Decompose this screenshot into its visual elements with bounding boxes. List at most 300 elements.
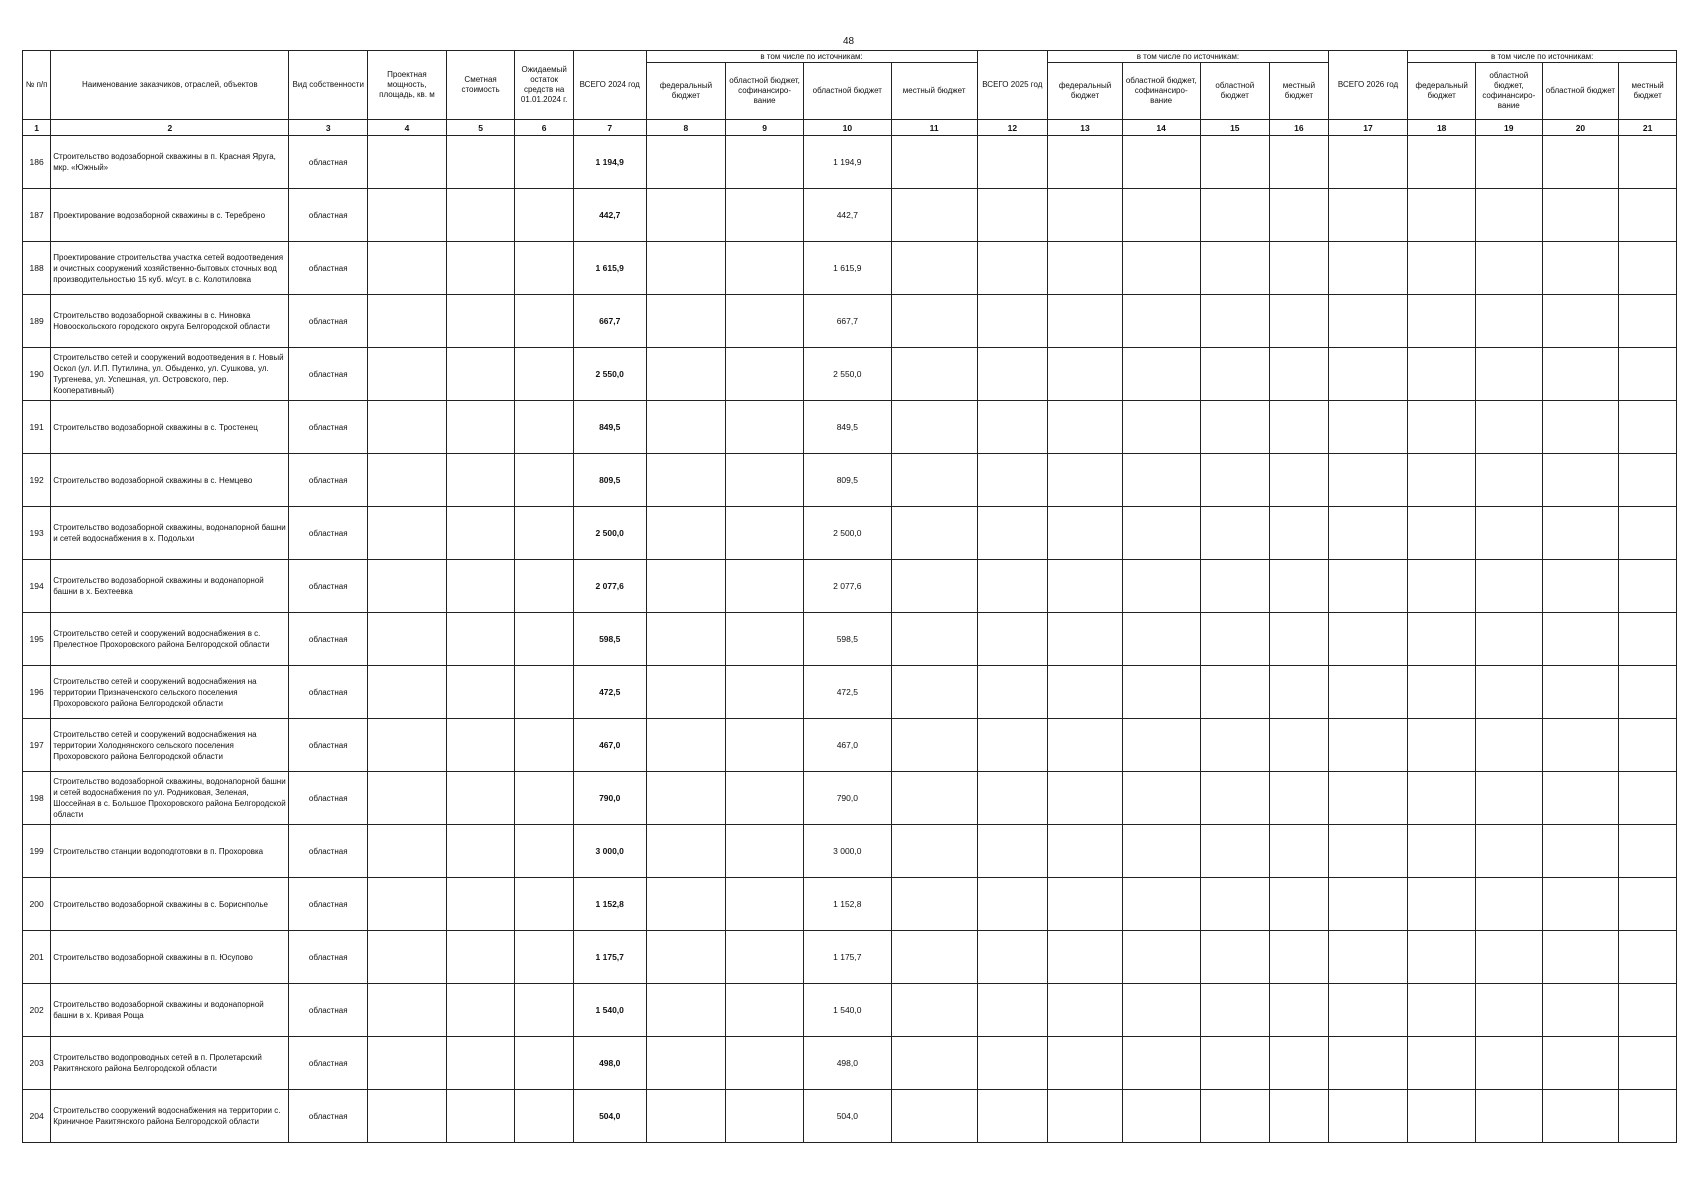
object-name: Строительство станции водоподготовки в п. Прохоровка bbox=[51, 825, 289, 878]
header-regional-2024: областной бюджет bbox=[803, 63, 891, 120]
local-2026 bbox=[1619, 242, 1677, 295]
federal-2025 bbox=[1048, 1037, 1123, 1090]
local-2025 bbox=[1270, 984, 1329, 1037]
federal-2025 bbox=[1048, 348, 1123, 401]
regional-2024: 2 077,6 bbox=[803, 560, 891, 613]
total-2024: 3 000,0 bbox=[573, 825, 646, 878]
remainder-cell bbox=[515, 613, 574, 666]
estimate-cell bbox=[446, 507, 515, 560]
capacity-cell bbox=[368, 666, 447, 719]
regional-cofin-2024 bbox=[726, 878, 804, 931]
estimate-cell bbox=[446, 348, 515, 401]
capacity-cell bbox=[368, 189, 447, 242]
column-number: 16 bbox=[1270, 120, 1329, 136]
total-2025 bbox=[977, 931, 1048, 984]
header-name: Наименование заказчиков, отраслей, объектов bbox=[51, 51, 289, 120]
regional-cofin-2026 bbox=[1475, 772, 1542, 825]
total-2026 bbox=[1328, 931, 1408, 984]
regional-cofin-2025 bbox=[1122, 507, 1200, 560]
total-2026 bbox=[1328, 454, 1408, 507]
ownership-type: областная bbox=[289, 825, 368, 878]
regional-2025 bbox=[1200, 136, 1270, 189]
ownership-type: областная bbox=[289, 136, 368, 189]
regional-2024: 498,0 bbox=[803, 1037, 891, 1090]
remainder-cell bbox=[515, 1037, 574, 1090]
local-2026 bbox=[1619, 1037, 1677, 1090]
row-number: 192 bbox=[23, 454, 51, 507]
regional-cofin-2025 bbox=[1122, 1037, 1200, 1090]
remainder-cell bbox=[515, 931, 574, 984]
regional-cofin-2026 bbox=[1475, 136, 1542, 189]
regional-cofin-2026 bbox=[1475, 454, 1542, 507]
local-2024 bbox=[891, 613, 977, 666]
row-number: 200 bbox=[23, 878, 51, 931]
regional-2026 bbox=[1542, 772, 1619, 825]
capacity-cell bbox=[368, 242, 447, 295]
total-2024: 2 550,0 bbox=[573, 348, 646, 401]
federal-2024 bbox=[646, 1037, 726, 1090]
estimate-cell bbox=[446, 189, 515, 242]
table-row bbox=[23, 189, 1677, 242]
header-ownership: Вид собственности bbox=[289, 51, 368, 120]
total-2026 bbox=[1328, 666, 1408, 719]
object-name: Строительство водозаборной скважины в п. Красная Яруга, мкр. «Южный» bbox=[51, 136, 289, 189]
federal-2026 bbox=[1408, 454, 1476, 507]
estimate-cell bbox=[446, 1037, 515, 1090]
row-number: 191 bbox=[23, 401, 51, 454]
regional-2025 bbox=[1200, 1090, 1270, 1143]
regional-cofin-2024 bbox=[726, 931, 804, 984]
header-local-2025: местный бюджет bbox=[1270, 63, 1329, 120]
local-2024 bbox=[891, 295, 977, 348]
regional-cofin-2024 bbox=[726, 401, 804, 454]
federal-2026 bbox=[1408, 136, 1476, 189]
federal-2026 bbox=[1408, 348, 1476, 401]
header-regional-2025: областной бюджет bbox=[1200, 63, 1270, 120]
header-local-2024: местный бюджет bbox=[891, 63, 977, 120]
total-2026 bbox=[1328, 1090, 1408, 1143]
regional-cofin-2026 bbox=[1475, 931, 1542, 984]
object-name: Строительство водозаборной скважины и водонапорной башни в х. Бехтеевка bbox=[51, 560, 289, 613]
total-2025 bbox=[977, 242, 1048, 295]
federal-2026 bbox=[1408, 1037, 1476, 1090]
capacity-cell bbox=[368, 1090, 447, 1143]
header-regional-cofin-2025: областной бюджет, софинансиро-вание bbox=[1122, 63, 1200, 120]
total-2024: 2 077,6 bbox=[573, 560, 646, 613]
row-number: 197 bbox=[23, 719, 51, 772]
total-2025 bbox=[977, 984, 1048, 1037]
federal-2024 bbox=[646, 666, 726, 719]
federal-2026 bbox=[1408, 878, 1476, 931]
local-2024 bbox=[891, 401, 977, 454]
column-number: 3 bbox=[289, 120, 368, 136]
regional-2026 bbox=[1542, 189, 1619, 242]
total-2026 bbox=[1328, 613, 1408, 666]
remainder-cell bbox=[515, 825, 574, 878]
federal-2024 bbox=[646, 772, 726, 825]
total-2025 bbox=[977, 772, 1048, 825]
table-body bbox=[23, 136, 1677, 1143]
local-2026 bbox=[1619, 560, 1677, 613]
row-number: 190 bbox=[23, 348, 51, 401]
estimate-cell bbox=[446, 931, 515, 984]
local-2025 bbox=[1270, 772, 1329, 825]
regional-cofin-2026 bbox=[1475, 295, 1542, 348]
column-number-row bbox=[23, 120, 1677, 136]
table-row bbox=[23, 136, 1677, 189]
local-2024 bbox=[891, 825, 977, 878]
object-name: Проектирование строительства участка сетей водоотведения и очистных сооружений хозяйственно-бытовых сточных вод производительностью 15 куб. м/сут. в с. Колотиловка bbox=[51, 242, 289, 295]
regional-cofin-2025 bbox=[1122, 560, 1200, 613]
regional-2024: 790,0 bbox=[803, 772, 891, 825]
federal-2026 bbox=[1408, 931, 1476, 984]
federal-2025 bbox=[1048, 507, 1123, 560]
regional-2025 bbox=[1200, 772, 1270, 825]
regional-2025 bbox=[1200, 666, 1270, 719]
table-row bbox=[23, 1090, 1677, 1143]
federal-2025 bbox=[1048, 825, 1123, 878]
row-number: 202 bbox=[23, 984, 51, 1037]
federal-2026 bbox=[1408, 772, 1476, 825]
column-number: 13 bbox=[1048, 120, 1123, 136]
regional-cofin-2026 bbox=[1475, 189, 1542, 242]
estimate-cell bbox=[446, 984, 515, 1037]
object-name: Строительство сетей и сооружений водоотведения в г. Новый Оскол (ул. И.П. Путилина, ул. Обыденко, ул. Сушкова, ул. Тургенева, ул. Успешная, ул. Островского, пер. Кооперативный) bbox=[51, 348, 289, 401]
ownership-type: областная bbox=[289, 560, 368, 613]
capacity-cell bbox=[368, 401, 447, 454]
federal-2026 bbox=[1408, 825, 1476, 878]
remainder-cell bbox=[515, 242, 574, 295]
regional-2026 bbox=[1542, 242, 1619, 295]
federal-2026 bbox=[1408, 666, 1476, 719]
regional-2025 bbox=[1200, 242, 1270, 295]
local-2025 bbox=[1270, 613, 1329, 666]
local-2026 bbox=[1619, 401, 1677, 454]
local-2026 bbox=[1619, 1090, 1677, 1143]
ownership-type: областная bbox=[289, 984, 368, 1037]
remainder-cell bbox=[515, 189, 574, 242]
total-2025 bbox=[977, 401, 1048, 454]
local-2025 bbox=[1270, 825, 1329, 878]
table-row bbox=[23, 825, 1677, 878]
local-2024 bbox=[891, 931, 977, 984]
total-2024: 1 615,9 bbox=[573, 242, 646, 295]
table-row bbox=[23, 242, 1677, 295]
column-number: 15 bbox=[1200, 120, 1270, 136]
column-number: 5 bbox=[446, 120, 515, 136]
regional-cofin-2026 bbox=[1475, 1037, 1542, 1090]
regional-cofin-2025 bbox=[1122, 242, 1200, 295]
row-number: 199 bbox=[23, 825, 51, 878]
header-remainder: Ожидаемый остаток средств на 01.01.2024 г. bbox=[515, 51, 574, 120]
total-2024: 598,5 bbox=[573, 613, 646, 666]
column-number: 9 bbox=[726, 120, 804, 136]
regional-cofin-2025 bbox=[1122, 878, 1200, 931]
investment-table bbox=[22, 50, 1677, 1143]
federal-2025 bbox=[1048, 189, 1123, 242]
federal-2024 bbox=[646, 825, 726, 878]
federal-2025 bbox=[1048, 878, 1123, 931]
estimate-cell bbox=[446, 401, 515, 454]
local-2026 bbox=[1619, 772, 1677, 825]
local-2025 bbox=[1270, 507, 1329, 560]
regional-2024: 1 615,9 bbox=[803, 242, 891, 295]
federal-2025 bbox=[1048, 1090, 1123, 1143]
regional-2024: 667,7 bbox=[803, 295, 891, 348]
header-local-2026: местный бюджет bbox=[1619, 63, 1677, 120]
row-number: 198 bbox=[23, 772, 51, 825]
regional-cofin-2024 bbox=[726, 613, 804, 666]
total-2024: 1 540,0 bbox=[573, 984, 646, 1037]
local-2026 bbox=[1619, 189, 1677, 242]
federal-2026 bbox=[1408, 613, 1476, 666]
estimate-cell bbox=[446, 825, 515, 878]
capacity-cell bbox=[368, 613, 447, 666]
total-2024: 667,7 bbox=[573, 295, 646, 348]
local-2026 bbox=[1619, 348, 1677, 401]
regional-2024: 504,0 bbox=[803, 1090, 891, 1143]
federal-2026 bbox=[1408, 984, 1476, 1037]
total-2026 bbox=[1328, 825, 1408, 878]
local-2026 bbox=[1619, 878, 1677, 931]
capacity-cell bbox=[368, 984, 447, 1037]
total-2024: 498,0 bbox=[573, 1037, 646, 1090]
local-2024 bbox=[891, 136, 977, 189]
regional-2026 bbox=[1542, 454, 1619, 507]
object-name: Строительство сетей и сооружений водоснабжения на территории Холоднянского сельского поселения Прохоровского района Белгородской области bbox=[51, 719, 289, 772]
federal-2024 bbox=[646, 507, 726, 560]
regional-2024: 849,5 bbox=[803, 401, 891, 454]
total-2024: 1 152,8 bbox=[573, 878, 646, 931]
local-2025 bbox=[1270, 348, 1329, 401]
federal-2025 bbox=[1048, 136, 1123, 189]
remainder-cell bbox=[515, 878, 574, 931]
regional-cofin-2024 bbox=[726, 984, 804, 1037]
capacity-cell bbox=[368, 560, 447, 613]
estimate-cell bbox=[446, 454, 515, 507]
remainder-cell bbox=[515, 666, 574, 719]
regional-cofin-2025 bbox=[1122, 136, 1200, 189]
column-number: 18 bbox=[1408, 120, 1476, 136]
header-regional-2026: областной бюджет bbox=[1542, 63, 1619, 120]
local-2025 bbox=[1270, 1090, 1329, 1143]
object-name: Строительство водозаборной скважины и водонапорной башни в х. Кривая Роща bbox=[51, 984, 289, 1037]
regional-cofin-2024 bbox=[726, 295, 804, 348]
row-number: 203 bbox=[23, 1037, 51, 1090]
total-2025 bbox=[977, 825, 1048, 878]
column-number: 19 bbox=[1475, 120, 1542, 136]
total-2026 bbox=[1328, 242, 1408, 295]
estimate-cell bbox=[446, 878, 515, 931]
regional-2025 bbox=[1200, 560, 1270, 613]
total-2024: 790,0 bbox=[573, 772, 646, 825]
column-number: 10 bbox=[803, 120, 891, 136]
remainder-cell bbox=[515, 136, 574, 189]
regional-cofin-2025 bbox=[1122, 189, 1200, 242]
remainder-cell bbox=[515, 454, 574, 507]
local-2024 bbox=[891, 507, 977, 560]
total-2026 bbox=[1328, 189, 1408, 242]
local-2025 bbox=[1270, 878, 1329, 931]
regional-cofin-2025 bbox=[1122, 348, 1200, 401]
capacity-cell bbox=[368, 295, 447, 348]
federal-2024 bbox=[646, 401, 726, 454]
header-regional-cofin-2024: областной бюджет, софинансиро-вание bbox=[726, 63, 804, 120]
table-row bbox=[23, 454, 1677, 507]
header-total-2025: ВСЕГО 2025 год bbox=[977, 51, 1048, 120]
regional-cofin-2025 bbox=[1122, 295, 1200, 348]
ownership-type: областная bbox=[289, 189, 368, 242]
row-number: 201 bbox=[23, 931, 51, 984]
federal-2025 bbox=[1048, 401, 1123, 454]
federal-2026 bbox=[1408, 401, 1476, 454]
local-2026 bbox=[1619, 136, 1677, 189]
estimate-cell bbox=[446, 295, 515, 348]
total-2026 bbox=[1328, 984, 1408, 1037]
total-2025 bbox=[977, 560, 1048, 613]
regional-cofin-2024 bbox=[726, 189, 804, 242]
ownership-type: областная bbox=[289, 507, 368, 560]
remainder-cell bbox=[515, 348, 574, 401]
federal-2026 bbox=[1408, 295, 1476, 348]
regional-2025 bbox=[1200, 984, 1270, 1037]
object-name: Проектирование водозаборной скважины в с. Теребрено bbox=[51, 189, 289, 242]
federal-2026 bbox=[1408, 560, 1476, 613]
row-number: 188 bbox=[23, 242, 51, 295]
row-number: 189 bbox=[23, 295, 51, 348]
federal-2025 bbox=[1048, 772, 1123, 825]
local-2025 bbox=[1270, 401, 1329, 454]
regional-2026 bbox=[1542, 401, 1619, 454]
object-name: Строительство водозаборной скважины в с. Бориснполье bbox=[51, 878, 289, 931]
regional-cofin-2025 bbox=[1122, 772, 1200, 825]
object-name: Строительство водозаборной скважины в с. Тростенец bbox=[51, 401, 289, 454]
local-2024 bbox=[891, 454, 977, 507]
table-row bbox=[23, 348, 1677, 401]
row-number: 195 bbox=[23, 613, 51, 666]
total-2026 bbox=[1328, 348, 1408, 401]
column-number: 1 bbox=[23, 120, 51, 136]
regional-2024: 1 152,8 bbox=[803, 878, 891, 931]
column-number: 8 bbox=[646, 120, 726, 136]
total-2025 bbox=[977, 878, 1048, 931]
total-2025 bbox=[977, 1090, 1048, 1143]
regional-2024: 3 000,0 bbox=[803, 825, 891, 878]
federal-2025 bbox=[1048, 242, 1123, 295]
local-2024 bbox=[891, 560, 977, 613]
regional-2024: 809,5 bbox=[803, 454, 891, 507]
total-2025 bbox=[977, 295, 1048, 348]
column-number: 2 bbox=[51, 120, 289, 136]
ownership-type: областная bbox=[289, 1090, 368, 1143]
remainder-cell bbox=[515, 401, 574, 454]
federal-2024 bbox=[646, 189, 726, 242]
regional-cofin-2025 bbox=[1122, 931, 1200, 984]
total-2024: 467,0 bbox=[573, 719, 646, 772]
regional-2026 bbox=[1542, 1090, 1619, 1143]
estimate-cell bbox=[446, 772, 515, 825]
local-2025 bbox=[1270, 136, 1329, 189]
header-sources-2025: в том числе по источникам: bbox=[1048, 51, 1329, 63]
total-2026 bbox=[1328, 878, 1408, 931]
capacity-cell bbox=[368, 825, 447, 878]
federal-2024 bbox=[646, 136, 726, 189]
regional-2026 bbox=[1542, 348, 1619, 401]
table-row bbox=[23, 984, 1677, 1037]
total-2026 bbox=[1328, 507, 1408, 560]
row-number: 186 bbox=[23, 136, 51, 189]
capacity-cell bbox=[368, 1037, 447, 1090]
column-number: 17 bbox=[1328, 120, 1408, 136]
local-2025 bbox=[1270, 454, 1329, 507]
total-2024: 849,5 bbox=[573, 401, 646, 454]
local-2024 bbox=[891, 984, 977, 1037]
header-num: № п/п bbox=[23, 51, 51, 120]
regional-2026 bbox=[1542, 613, 1619, 666]
header-federal-2026: федеральный бюджет bbox=[1408, 63, 1476, 120]
regional-2026 bbox=[1542, 825, 1619, 878]
regional-2025 bbox=[1200, 613, 1270, 666]
regional-2025 bbox=[1200, 931, 1270, 984]
header-federal-2024: федеральный бюджет bbox=[646, 63, 726, 120]
total-2025 bbox=[977, 136, 1048, 189]
capacity-cell bbox=[368, 507, 447, 560]
ownership-type: областная bbox=[289, 295, 368, 348]
regional-cofin-2024 bbox=[726, 560, 804, 613]
regional-2024: 1 540,0 bbox=[803, 984, 891, 1037]
federal-2025 bbox=[1048, 931, 1123, 984]
table-row bbox=[23, 719, 1677, 772]
capacity-cell bbox=[368, 772, 447, 825]
table-row bbox=[23, 1037, 1677, 1090]
table-row bbox=[23, 560, 1677, 613]
ownership-type: областная bbox=[289, 878, 368, 931]
regional-cofin-2025 bbox=[1122, 454, 1200, 507]
local-2024 bbox=[891, 189, 977, 242]
local-2026 bbox=[1619, 613, 1677, 666]
table-row bbox=[23, 772, 1677, 825]
header-total-2026: ВСЕГО 2026 год bbox=[1328, 51, 1408, 120]
federal-2024 bbox=[646, 878, 726, 931]
local-2024 bbox=[891, 878, 977, 931]
federal-2025 bbox=[1048, 613, 1123, 666]
total-2024: 809,5 bbox=[573, 454, 646, 507]
federal-2024 bbox=[646, 931, 726, 984]
local-2025 bbox=[1270, 719, 1329, 772]
total-2025 bbox=[977, 189, 1048, 242]
row-number: 194 bbox=[23, 560, 51, 613]
regional-cofin-2024 bbox=[726, 507, 804, 560]
table-row bbox=[23, 507, 1677, 560]
ownership-type: областная bbox=[289, 772, 368, 825]
row-number: 187 bbox=[23, 189, 51, 242]
regional-2024: 2 500,0 bbox=[803, 507, 891, 560]
regional-cofin-2025 bbox=[1122, 1090, 1200, 1143]
regional-cofin-2026 bbox=[1475, 1090, 1542, 1143]
estimate-cell bbox=[446, 613, 515, 666]
regional-2026 bbox=[1542, 719, 1619, 772]
regional-2024: 467,0 bbox=[803, 719, 891, 772]
header-estimate: Сметная стоимость bbox=[446, 51, 515, 120]
regional-cofin-2026 bbox=[1475, 348, 1542, 401]
remainder-cell bbox=[515, 295, 574, 348]
regional-cofin-2025 bbox=[1122, 719, 1200, 772]
object-name: Строительство водозаборной скважины в с. Ниновка Новооскольского городского округа Белгородской области bbox=[51, 295, 289, 348]
regional-cofin-2026 bbox=[1475, 666, 1542, 719]
regional-2024: 1 194,9 bbox=[803, 136, 891, 189]
regional-2025 bbox=[1200, 1037, 1270, 1090]
total-2025 bbox=[977, 613, 1048, 666]
